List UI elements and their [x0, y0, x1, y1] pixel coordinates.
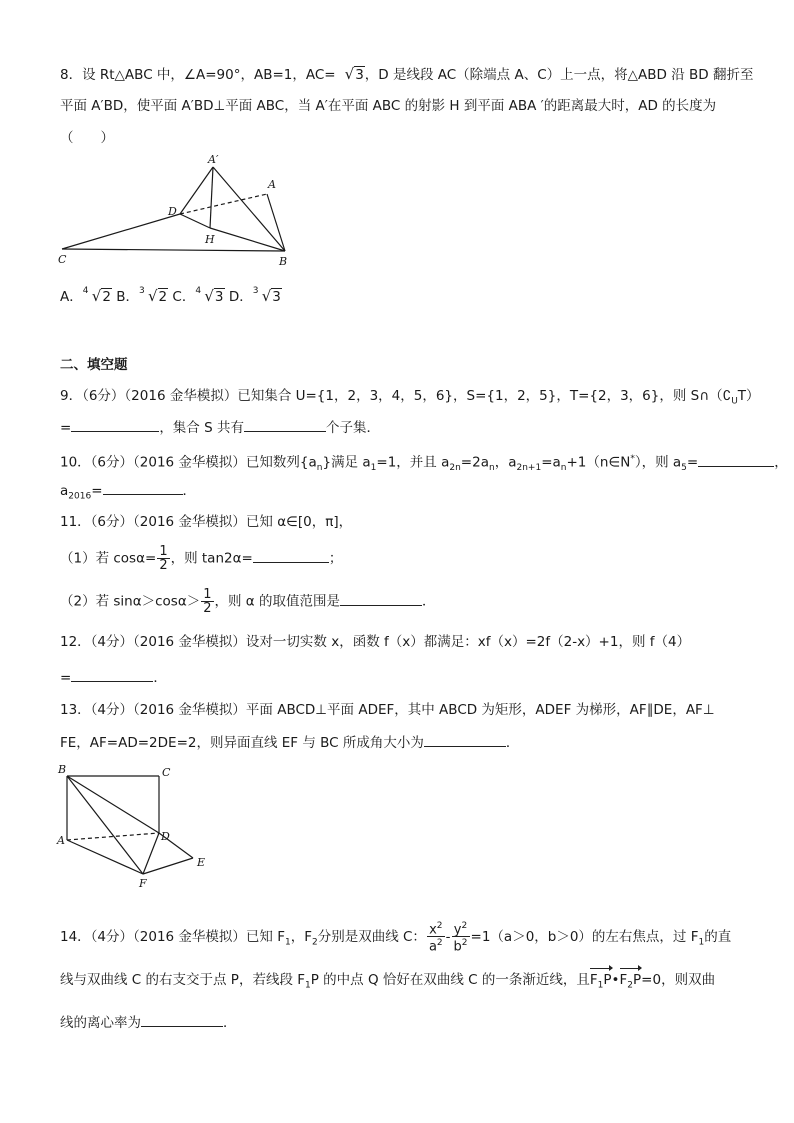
- q9-line2: = ，集合 S 共有 个子集．: [60, 416, 380, 438]
- q10-line2: $a_{2016}=$ ．: [60, 479, 196, 507]
- fraction-x2-a2: $\frac{x^2}{a^2}$: [428, 921, 443, 955]
- fig13-edge-b-d: [67, 776, 159, 833]
- fig8-edge-d-h: [180, 214, 210, 228]
- fig13-edge-a-d-dashed: [67, 833, 159, 840]
- q11-line1: 11．（6分）（2016 金华模拟）已知 α∈[0，π]，: [60, 514, 353, 530]
- q11-part1: （1）若 cosα= $\frac{1}{2}$ ，则 tan2α= ；: [60, 544, 343, 573]
- fig8-label-a-prime: A′: [208, 153, 219, 166]
- q8-option-c[interactable]: C． 4 √3: [172, 286, 224, 305]
- fig8-edge-a-b: [267, 194, 285, 251]
- q10-blank-2[interactable]: [103, 479, 183, 495]
- fig8-edge-d-a-dashed: [180, 194, 267, 214]
- q12-blank[interactable]: [71, 666, 153, 682]
- fig13-edge-a-f: [67, 840, 143, 874]
- fraction-y2-b2: $\frac{y^2}{b^2}$: [453, 921, 468, 955]
- q8-figure: [55, 150, 300, 270]
- q8-options: [60, 286, 282, 307]
- fig13-label-e: E: [197, 856, 206, 869]
- q11-blank-1[interactable]: [253, 547, 329, 563]
- fig13-label-c: C: [162, 766, 171, 779]
- section-title: 二、填空题: [60, 357, 128, 373]
- fig13-edge-f-e: [143, 858, 193, 874]
- fig13-label-f: F: [139, 877, 147, 890]
- fig8-edge-ap-h: [210, 167, 213, 228]
- q9-line1: 9．（6分）（2016 金华模拟）已知集合 U={1，2，3，4，5，6}，S={1，2，5}，T={2，3，6}，则 $S\cap(∁_UT)$: [60, 388, 760, 407]
- q14-line2: 线与双曲线 C 的右支交于点 P，若线段 $F_1P$ 的中点 Q 恰好在双曲线 C 的一条渐近线，且$F_1P•F_2P=0$，则双曲: [60, 970, 715, 996]
- fig8-label-d: D: [168, 205, 177, 218]
- vector-f2p: $F_2P$: [620, 970, 642, 996]
- q9-blank-2[interactable]: [244, 416, 326, 432]
- fig8-edge-h-b: [210, 228, 285, 251]
- fig13-label-b: B: [58, 763, 67, 776]
- fig13-edge-b-f: [67, 776, 143, 874]
- fig8-edge-c-d: [62, 214, 180, 249]
- q13-line1: 13．（4分）（2016 金华模拟）平面 ABCD⊥平面 ADEF，其中 ABCD 为矩形，ADEF 为梯形，AF∥DE，AF⊥: [60, 702, 715, 718]
- q8-line2: 平面 A′BD，使平面 A′BD⊥平面 ABC，当 A′在平面 ABC 的射影 H 到平面 ABA ′的距离最大时，AD 的长度为: [60, 98, 717, 114]
- q13-line2: FE，AF=AD=2DE=2，则异面直线 EF 与 BC 所成角大小为 ．: [60, 731, 519, 753]
- q14-line1: 14．（4分）（2016 金华模拟）已知 $F_1$，$F_2$分别是双曲线 C： $\frac{x^2}{a^2}$ - $\frac{y^2}{b^2}$ =1（a＞0，b＞0）的左右焦点，过 $F_1$的直: [60, 921, 732, 955]
- q9-blank-1[interactable]: [71, 416, 159, 432]
- fig8-label-c: C: [58, 253, 67, 266]
- sqrt-3: √3: [344, 65, 364, 83]
- fig13-edge-d-f: [143, 833, 159, 874]
- q8-option-a[interactable]: A． 4 √2: [60, 286, 111, 305]
- fig8-label-h: H: [205, 233, 215, 246]
- q14-line3: 线的离心率为 ．: [60, 1011, 237, 1033]
- fig8-label-a: A: [268, 178, 276, 191]
- q13-blank[interactable]: [424, 731, 506, 747]
- q13-figure: [55, 760, 215, 890]
- q8-line1: 8．设 Rt△ABC 中，∠A=90°，AB=1，AC= √3，D 是线段 AC（除端点 A、C）上一点，将△ABD 沿 BD 翻折至: [60, 65, 754, 83]
- q8-option-b[interactable]: B． 3 √2: [116, 286, 168, 305]
- q14-blank[interactable]: [141, 1011, 223, 1027]
- q12-line2: = ．: [60, 666, 167, 688]
- vector-f1p: $F_1P$: [590, 970, 612, 996]
- q8-option-d[interactable]: D． 3 √3: [228, 286, 281, 305]
- fig8-edge-c-b: [62, 249, 285, 251]
- q10-blank-1[interactable]: [698, 451, 774, 467]
- q12-line1: 12．（4分）（2016 金华模拟）设对一切实数 x，函数 f（x）都满足：xf（x）=2f（2-x）+1，则 f（4）: [60, 634, 691, 650]
- q11-blank-2[interactable]: [340, 590, 422, 606]
- q10-line1: 10．（6分）（2016 金华模拟）已知数列$\{a_n\}$满足 $a_1=1$，并且 $a_{2n}=2a_n$，$a_{2n+1}=a_n+1(n\in N^*)$，则 $a_5=$ ，: [60, 449, 788, 478]
- fig13-label-a: A: [57, 834, 65, 847]
- fig8-label-b: B: [279, 255, 288, 268]
- fig13-label-d: D: [161, 830, 170, 843]
- q8-answer-paren: （ ）: [60, 130, 114, 146]
- q11-part2: （2）若 sinα＞cosα＞ $\frac{1}{2}$ ，则 α 的取值范围是 ．: [60, 587, 436, 616]
